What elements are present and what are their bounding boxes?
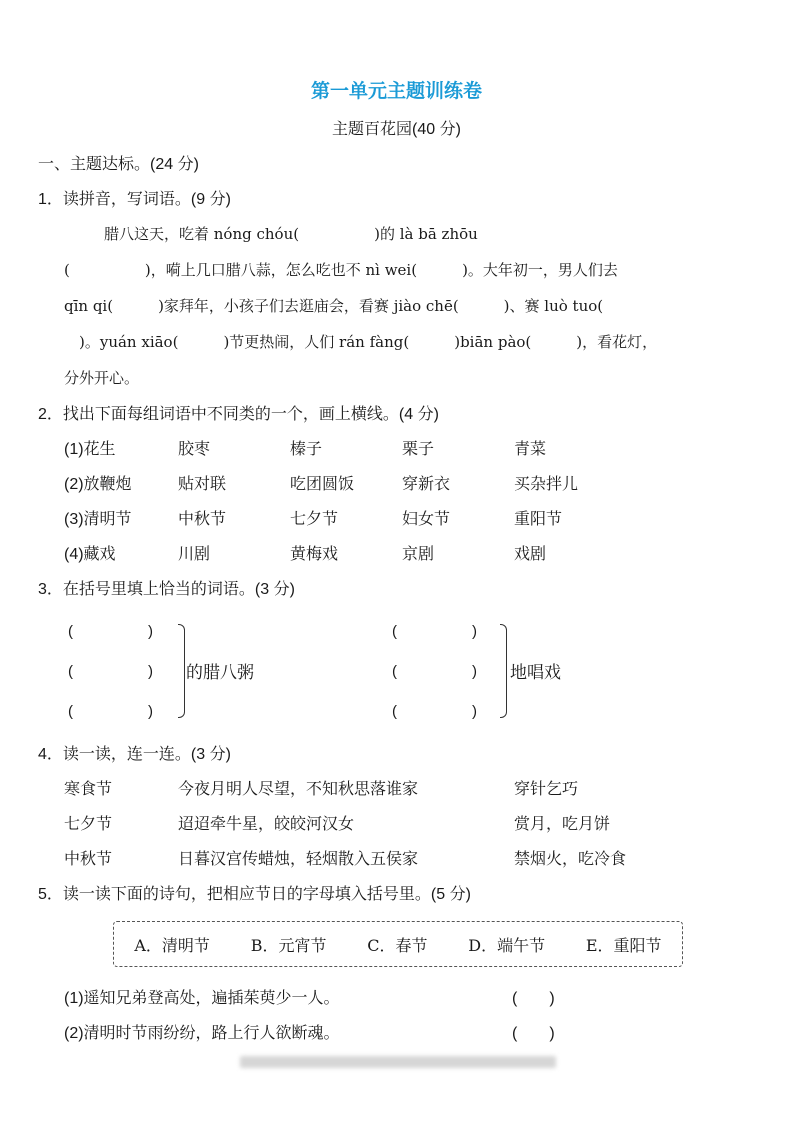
q1-line-2: ( )，嗬上几口腊八蒜，怎么吃也不 nì wei( )。大年初一，男人们去: [64, 261, 618, 279]
q2-word[interactable]: 胶枣: [178, 441, 211, 458]
q2-word[interactable]: 京剧: [402, 546, 435, 563]
q2-word[interactable]: 妇女节: [402, 511, 451, 528]
question-4-heading: 4．读一读，连一连。(3 分): [38, 746, 231, 763]
page-title: 第一单元主题训练卷: [310, 81, 482, 102]
q3-right-blank-1[interactable]: ( ): [392, 623, 477, 640]
q2-word[interactable]: 青菜: [514, 441, 547, 458]
q2-word[interactable]: 贴对联: [178, 476, 227, 493]
q3-left-blank-1[interactable]: ( ): [68, 623, 153, 640]
q3-right-blank-3[interactable]: ( ): [392, 703, 477, 720]
q2-word[interactable]: 穿新衣: [402, 476, 451, 493]
q5-item-2-answer-cut: [512, 1020, 572, 1042]
page-subtitle: 主题百花园(40 分): [332, 121, 461, 138]
q2-word[interactable]: 川剧: [178, 546, 211, 563]
q4-custom[interactable]: 穿针乞巧: [514, 781, 579, 798]
q3-left-blank-2[interactable]: ( ): [68, 663, 153, 680]
q4-custom[interactable]: 赏月，吃月饼: [514, 816, 611, 833]
option-a: A．清明节: [134, 935, 210, 955]
q2-word[interactable]: 七夕节: [290, 511, 339, 528]
question-1-heading: 1．读拼音，写词语。(9 分): [38, 191, 231, 208]
festival-options-box: [113, 921, 683, 967]
q2-word[interactable]: 吃团圆饭: [290, 476, 355, 493]
question-5-heading: 5．读一读下面的诗句，把相应节日的字母填入括号里。(5 分): [38, 886, 471, 903]
q3-right-blank-2[interactable]: ( ): [392, 663, 477, 680]
q3-left-blank-3[interactable]: ( ): [68, 703, 153, 720]
q4-poem[interactable]: 今夜月明人尽望，不知秋思落谁家: [178, 781, 419, 798]
q1-line-3: qīn qi( )家拜年，小孩子们去逛庙会，看赛 jiào chē( )、赛 luò tuo(: [64, 297, 604, 315]
q2-word[interactable]: 买杂拌儿: [514, 476, 579, 493]
option-c: C．春节: [367, 935, 428, 955]
q3-left-tail: 的腊八粥: [186, 663, 254, 682]
q5-item-1: (1)遥知兄弟登高处，遍插茱萸少一人。: [64, 990, 340, 1007]
q2-word[interactable]: (4)藏戏: [64, 546, 116, 563]
q1-line-5: 分外开心。: [64, 369, 140, 387]
left-brace: [178, 624, 185, 718]
question-3-heading: 3．在括号里填上恰当的词语。(3 分): [38, 581, 295, 598]
question-2-heading: 2．找出下面每组词语中不同类的一个，画上横线。(4 分): [38, 406, 439, 423]
q1-line-4: )。yuán xiāo( )节更热闹，人们 rán fàng( )biān pào( )，看花灯，: [64, 333, 658, 351]
q3-right-tail: 地唱戏: [510, 663, 561, 682]
q4-festival[interactable]: 七夕节: [64, 816, 113, 833]
q5-item-2-cut: [64, 1020, 524, 1042]
q5-item-2: (2)清明时节雨纷纷，路上行人欲断魂。: [64, 1025, 340, 1042]
blurred-footer: [240, 1056, 556, 1068]
q4-festival[interactable]: 中秋节: [64, 851, 113, 868]
q5-item-1-answer[interactable]: ( ): [512, 990, 555, 1007]
q2-word[interactable]: 榛子: [290, 441, 323, 458]
option-d: D．端午节: [468, 935, 546, 955]
option-e: E．重阳节: [585, 935, 662, 955]
right-brace: [500, 624, 507, 718]
section-heading: 一、主题达标。(24 分): [38, 156, 199, 173]
q2-word[interactable]: (3)清明节: [64, 511, 132, 528]
q2-word[interactable]: 重阳节: [514, 511, 563, 528]
q2-word[interactable]: 中秋节: [178, 511, 227, 528]
q2-word[interactable]: (2)放鞭炮: [64, 476, 132, 493]
q2-word[interactable]: 栗子: [402, 441, 435, 458]
q2-word[interactable]: (1)花生: [64, 441, 116, 458]
option-b: B．元宵节: [250, 935, 327, 955]
q2-word[interactable]: 黄梅戏: [290, 546, 339, 563]
q1-line-1: 腊八这天，吃着 nóng chóu( )的 là bā zhōu: [104, 225, 478, 243]
q4-poem[interactable]: 迢迢牵牛星，皎皎河汉女: [178, 816, 355, 833]
q5-item-2-answer: ( ): [512, 1025, 555, 1042]
q4-custom[interactable]: 禁烟火，吃冷食: [514, 851, 627, 868]
q4-poem[interactable]: 日暮汉宫传蜡烛，轻烟散入五侯家: [178, 851, 419, 868]
q4-festival[interactable]: 寒食节: [64, 781, 113, 798]
q2-word[interactable]: 戏剧: [514, 546, 547, 563]
